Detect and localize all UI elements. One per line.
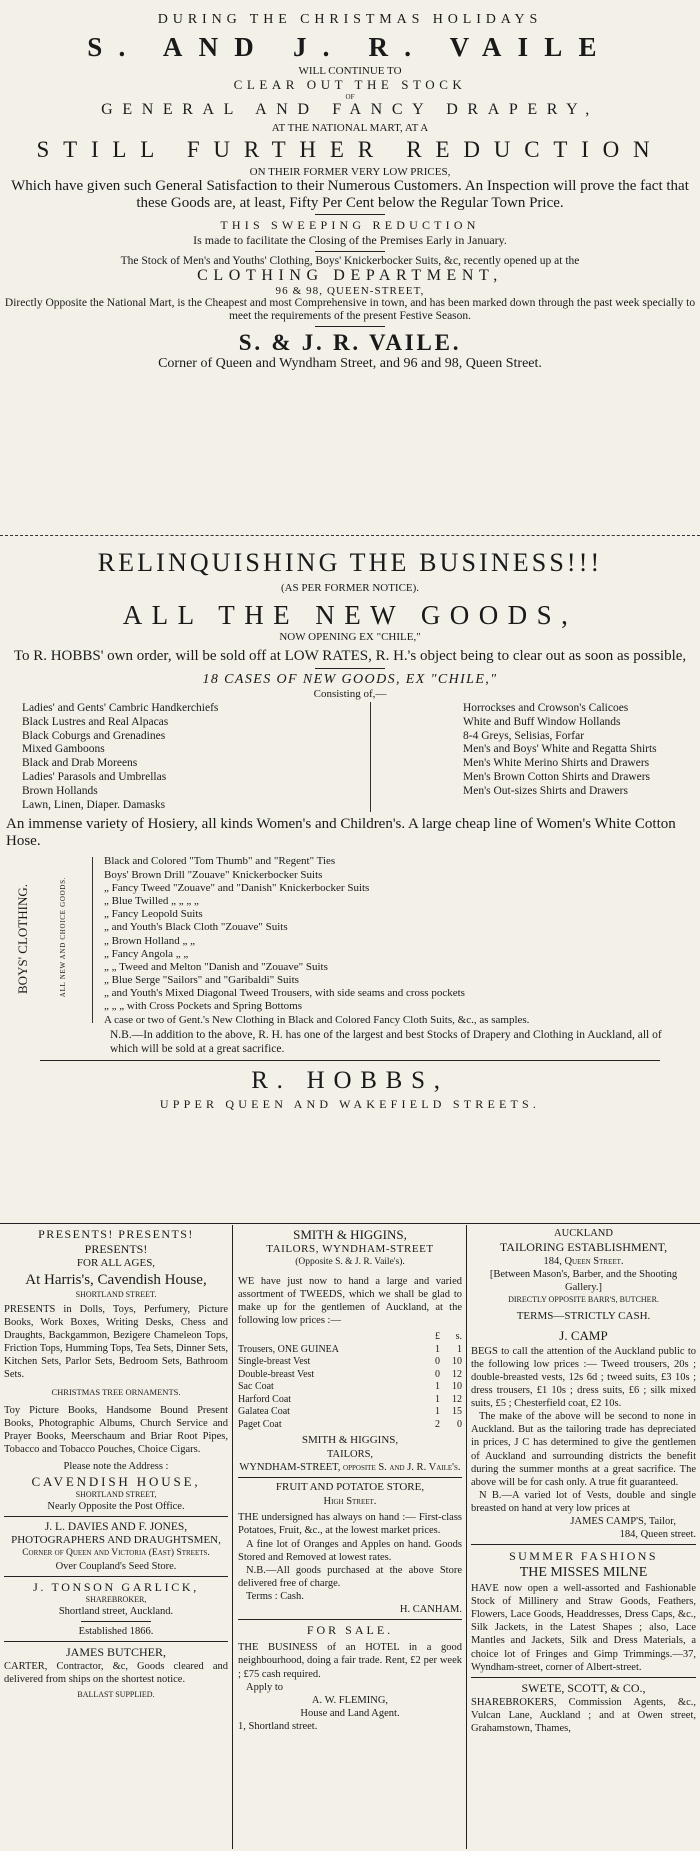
goods-list-item: Black Lustres and Real Alpacas <box>22 715 169 728</box>
fruit-store-heading: FRUIT AND POTATOE STORE, <box>275 1481 425 1494</box>
wyndham-address: WYNDHAM-STREET, opposite S. and J. R. Vaile's. <box>239 1462 461 1474</box>
vaile-line-3: WILL CONTINUE TO <box>298 65 402 77</box>
section-divider <box>0 1223 700 1224</box>
column-2 <box>238 1227 462 1847</box>
hobbs-notice: (AS PER FORMER NOTICE). <box>280 582 420 594</box>
photographers-address: Corner of Queen and Victoria (East) Streets. <box>22 1548 210 1558</box>
clothing-list-item: „ Blue Twilled „ „ „ „ <box>104 894 199 907</box>
vaile-line-9: ON THEIR FORMER VERY LOW PRICES, <box>249 166 451 178</box>
opposite-barr: DIRECTLY OPPOSITE BARR'S, BUTCHER. <box>508 1294 659 1304</box>
divider <box>238 1477 462 1478</box>
price-pounds: 1 <box>435 1381 440 1393</box>
oranges-body: A fine lot of Oranges and Apples on hand. Goods Stored and Removed at lowest rates. <box>238 1538 462 1563</box>
goods-list-item: Men's White Merino Shirts and Drawers <box>463 757 650 770</box>
goods-list-item: Men's and Boys' White and Regatta Shirts <box>463 743 657 756</box>
vaile-line-4: CLEAR OUT THE STOCK <box>233 77 467 92</box>
goods-left-column <box>0 702 371 812</box>
divider <box>471 1677 696 1678</box>
price-shillings: 0 <box>457 1418 462 1430</box>
queen-street-184: 184, Queen Street. <box>543 1256 624 1268</box>
price-row <box>238 1344 462 1357</box>
camp-body-2: The make of the above will be second to none in Auckland. But as the tailoring trade has depreciated in prices, J C has determined to give the gentlemen of Auckland and surrounding districts the benefit during the summer months at a great sacrifice. The above will be for cash only. A true fit guaranteed. <box>471 1411 696 1488</box>
price-pounds: 2 <box>435 1418 440 1430</box>
section-divider <box>0 535 700 536</box>
divider <box>40 1060 660 1061</box>
price-table <box>238 1331 462 1431</box>
price-shillings: 10 <box>452 1356 462 1368</box>
apply-to: Apply to <box>246 1681 284 1693</box>
vaile-line-7: AT THE NATIONAL MART, AT A <box>271 122 429 134</box>
goods-list-item: Black Coburgs and Grenadines <box>22 729 166 742</box>
misses-milne: THE MISSES MILNE <box>519 1565 648 1581</box>
presents-body: PRESENTS in Dolls, Toys, Perfumery, Picture Books, Work Boxes, Writing Desks, Chess and Draughts, Backgammon, Bezigere Chameleon Tops, Friction Tops, Humming Tops, Tea Sets, Dinner Sets, Kitchen Sets, Parlor Sets, Bedroom Sets, Bathroom Sets. <box>4 1303 228 1381</box>
terms-cash: TERMS—STRICTLY CASH. <box>516 1309 651 1322</box>
clothing-list-item: „ „ Tweed and Melton "Danish and "Zouave" Suits <box>104 960 328 973</box>
vaile-line-14: CLOTHING DEPARTMENT, <box>197 267 503 284</box>
divider <box>471 1544 696 1545</box>
fleming-name: A. W. FLEMING, <box>311 1694 389 1706</box>
cavendish-street: SHORTLAND STREET, <box>75 1489 157 1499</box>
presents-heading: PRESENTS! PRESENTS! <box>38 1227 194 1241</box>
tailoring-heading: TAILORING ESTABLISHMENT, <box>499 1240 668 1255</box>
price-pounds: 1 <box>435 1406 440 1418</box>
column-3 <box>471 1227 696 1847</box>
hobbs-nb: N.B.—In addition to the above, R. H. has one of the largest and best Stocks of Drapery and Clothing in Auckland, all of which will be sold at a great sacrifice. <box>110 1029 662 1056</box>
goods-list-item: Men's Brown Cotton Shirts and Drawers <box>463 770 651 783</box>
price-pounds: 1 <box>435 1393 440 1405</box>
price-pounds: 1 <box>435 1343 440 1355</box>
price-shillings: 12 <box>452 1368 462 1380</box>
vaile-line-6: GENERAL AND FANCY DRAPERY, <box>101 101 599 118</box>
swete-body: SHAREBROKERS, Commission Agents, &c., Vulcan Lane, Auckland ; and at Owen street, Grahamstown, Thames, <box>471 1696 696 1734</box>
boys-clothing-side-label: BOYS' CLOTHING. <box>15 884 30 995</box>
goods-right-column <box>371 702 657 812</box>
auckland-label: AUCKLAND <box>554 1228 613 1239</box>
smith-higgins-heading: SMITH & HIGGINS, <box>293 1227 407 1242</box>
vaile-advert <box>0 12 700 372</box>
clothing-list-item: A case or two of Gent.'s New Clothing in Black and Colored Fancy Cloth Suits, &c., as samples. <box>104 1013 530 1026</box>
ballast: BALLAST SUPPLIED. <box>77 1689 155 1699</box>
divider <box>315 251 385 252</box>
price-shillings: 12 <box>452 1393 462 1405</box>
fleming-title: House and Land Agent. <box>300 1707 400 1719</box>
address-note: Please note the Address : <box>63 1461 169 1473</box>
vaile-line-16: Directly Opposite the National Mart, is the Cheapest and most Comprehensive in town, and has been marked down through the past week specially to meet the requirements of the present Festive Season. <box>4 297 696 323</box>
price-header <box>238 1331 462 1344</box>
price-row <box>238 1369 462 1382</box>
vaile-line-5: OF <box>345 93 355 101</box>
vaile-line-10: Which have given such General Satisfaction to their Numerous Customers. An Inspection will prove the fact that these Goods are, at least, Fifty Per Cent below the Regular Town Price. <box>11 178 689 211</box>
vaile-line-13: The Stock of Men's and Youths' Clothing, Boys' Knickerbocker Suits, &c, recently opened up at the <box>120 255 580 267</box>
vaile-line-12: Is made to facilitate the Closing of the Premises Early in January. <box>193 233 507 247</box>
divider <box>315 214 385 215</box>
price-shillings: 1 <box>457 1343 462 1355</box>
hobbs-opening: NOW OPENING EX "CHILE," <box>279 631 421 643</box>
post-office-note: Nearly Opposite the Post Office. <box>47 1500 185 1512</box>
divider <box>4 1641 228 1642</box>
vaile-line-1: DURING THE CHRISTMAS HOLIDAYS <box>157 12 543 27</box>
vaile-address: Corner of Queen and Wyndham Street, and 96 and 98, Queen Street. <box>158 356 542 372</box>
hobbs-consisting: Consisting of,— <box>313 688 387 700</box>
clothing-list-item: „ and Youth's Mixed Diagonal Tweed Trousers, with side seams and cross pockets <box>104 987 465 1000</box>
price-item: Galatea Coat <box>238 1406 290 1418</box>
hobbs-hosiery: An immense variety of Hosiery, all kinds Women's and Children's. A large cheap line of Women's White Cotton Hose. <box>6 816 676 849</box>
photographers: PHOTOGRAPHERS AND DRAUGHTSMEN, <box>11 1534 221 1547</box>
canham-sign: H. CANHAM. <box>399 1604 462 1616</box>
camp-address: 184, Queen street. <box>619 1529 696 1541</box>
butcher-body: CARTER, Contractor, &c, Goods cleared and delivered from ships on the shortest notice. <box>4 1661 228 1686</box>
price-row <box>238 1394 462 1407</box>
fleming-address: 1, Shortland street. <box>238 1721 318 1732</box>
goods-list-item: Lawn, Linen, Diaper. Damasks <box>22 798 166 811</box>
seed-store: Over Coupland's Seed Store. <box>55 1560 177 1572</box>
divider <box>81 1621 151 1622</box>
column-1 <box>4 1227 228 1847</box>
camp-body: BEGS to call the attention of the Auckland public to the following low prices :— Tweed trousers, 20s ; double-breasted vests, 12s 6d ; tweed suits, £3 10s ; dress trousers, £1 10s ; dress suits, £6 ; silk mixed suits, £5 ; Chesterfield coat, £2 10s. <box>471 1345 696 1409</box>
price-pounds: 0 <box>435 1368 440 1380</box>
established: Established 1866. <box>78 1626 154 1638</box>
clothing-list-item: „ Brown Holland „ „ <box>104 934 196 947</box>
goods-list-item: Men's Out-sizes Shirts and Drawers <box>463 784 628 797</box>
column-rule-2 <box>466 1225 467 1849</box>
goods-list-item: Ladies' and Gents' Cambric Handkerchiefs <box>22 702 219 714</box>
summer-fashions: SUMMER FASHIONS <box>509 1549 658 1564</box>
price-shillings: 10 <box>452 1381 462 1393</box>
hobbs-goods-list <box>0 702 700 812</box>
hobbs-advert <box>0 548 700 1112</box>
davies-jones: J. L. DAVIES AND F. JONES, <box>44 1520 188 1533</box>
clothing-list-item: „ Blue Serge "Sailors" and "Garibaldi" Suits <box>104 974 299 987</box>
sharebroker: SHAREBROKER, <box>85 1595 147 1604</box>
divider <box>315 326 385 327</box>
hobbs-address: UPPER QUEEN AND WAKEFIELD STREETS. <box>159 1096 541 1111</box>
price-shillings: 15 <box>452 1406 462 1418</box>
price-row <box>238 1356 462 1369</box>
between-mason: [Between Mason's, Barber, and the Shooting Gallery.] <box>489 1269 678 1294</box>
goods-list-item: Mixed Gamboons <box>22 743 105 756</box>
swete-scott: SWETE, SCOTT, & CO., <box>521 1680 646 1695</box>
price-item: Double-breast Vest <box>238 1368 315 1380</box>
butcher-name: JAMES BUTCHER, <box>65 1645 166 1660</box>
goods-list-item: Horrockses and Crowson's Calicoes <box>463 702 629 714</box>
goods-list-item: Brown Hollands <box>22 784 98 797</box>
price-item: Trousers, ONE GUINEA <box>238 1343 340 1355</box>
for-sale-heading: FOR SALE. <box>306 1623 394 1638</box>
choice-goods-side-label: ALL NEW AND CHOICE GOODS. <box>59 877 67 998</box>
pounds-header: £ <box>435 1331 440 1343</box>
goods-list-item: Black and Drab Moreens <box>22 757 138 770</box>
clothing-list-item: Black and Colored "Tom Thumb" and "Regent" Ties <box>104 855 336 868</box>
shillings-header: s. <box>455 1331 462 1343</box>
garlick-address: Shortland street, Auckland. <box>58 1606 174 1617</box>
camp-nb: N B.—A varied lot of Vests, double and single breasted on hand at very low prices at <box>471 1489 696 1514</box>
divider <box>4 1516 228 1517</box>
clothing-list-item: „ Fancy Leopold Suits <box>104 908 203 921</box>
clothing-list <box>104 855 694 1026</box>
fruit-terms: Terms : Cash. <box>246 1591 304 1602</box>
camp-sign: JAMES CAMP'S, Tailor, <box>570 1516 676 1528</box>
vaile-line-11: THIS SWEEPING REDUCTION <box>220 218 480 232</box>
clothing-list-item: „ Fancy Angola „ „ <box>104 947 189 960</box>
books-body: Toy Picture Books, Handsome Bound Present Books, Photographic Albums, Church Service and Prayer Books, Meerschaum and Briar Root Pipes, Tobacco and Tobacco Pouches, Choice Cigars. <box>4 1404 228 1456</box>
high-street: High Street. <box>323 1496 377 1508</box>
garlick-name: J. TONSON GARLICK, <box>33 1580 199 1594</box>
harris-street: SHORTLAND STREET. <box>75 1289 157 1299</box>
boys-clothing-section <box>0 853 700 1029</box>
price-pounds: 0 <box>435 1356 440 1368</box>
presents-subheading: PRESENTS! <box>84 1242 148 1256</box>
vaile-name-heading: S. AND J. R. VAILE <box>87 32 613 62</box>
milne-body: HAVE now open a well-assorted and Fashionable Stock of Millinery and Straw Goods, Feathers, Flowers, Lace Goods, Headdresses, Dress Caps, &c., Silk Jackets, in the Latest Shapes ; also, Lace Mantles and Jackets, Silk and Dress Materials, a choice lot of Fringes and Gimp Trimmings.—37, Wyndham-street, corner of Albert-street. <box>471 1582 696 1673</box>
harris-shop: At Harris's, Cavendish House, <box>25 1271 207 1288</box>
clothing-bracket <box>92 857 99 1023</box>
hobbs-heading: RELINQUISHING THE BUSINESS!!! <box>97 548 603 577</box>
hotel-body: THE BUSINESS of an HOTEL in a good neighbourhood, doing a fair trade. Rent, £2 per week ; £75 cash required. <box>238 1642 462 1680</box>
goods-list-item: 8-4 Greys, Selisias, Forfar <box>463 729 585 742</box>
price-item: Harford Coat <box>238 1393 292 1405</box>
hobbs-intro: To R. HOBBS' own order, will be sold off at LOW RATES, R. H.'s object being to clear out as soon as possible, <box>13 648 687 664</box>
price-row <box>238 1381 462 1394</box>
divider <box>4 1576 228 1577</box>
vaile-signature: S. & J. R. VAILE. <box>238 330 462 356</box>
price-row <box>238 1419 462 1432</box>
vaile-reduction-heading: STILL FURTHER REDUCTION <box>36 137 664 162</box>
goods-list-item: Ladies' Parasols and Umbrellas <box>22 770 167 783</box>
price-item: Paget Coat <box>238 1418 282 1430</box>
j-camp: J. CAMP <box>559 1328 608 1344</box>
opposite-vaile: (Opposite S. & J. R. Vaile's). <box>295 1257 405 1267</box>
clothing-list-item: „ Fancy Tweed "Zouave" and "Danish" Knickerbocker Suits <box>104 881 370 894</box>
hobbs-cases: 18 CASES OF NEW GOODS, EX "CHILE," <box>202 672 498 687</box>
clothing-list-item: „ „ „ with Cross Pockets and Spring Bottoms <box>104 1000 302 1013</box>
smith-higgins-sign: SMITH & HIGGINS, <box>301 1434 399 1447</box>
hobbs-new-goods: ALL THE NEW GOODS, <box>122 600 578 630</box>
fruit-nb: N.B.—All goods purchased at the above Store delivered free of charge. <box>238 1564 462 1589</box>
price-item: Single-breast Vest <box>238 1356 311 1368</box>
goods-list-item: White and Buff Window Hollands <box>463 715 621 728</box>
divider <box>315 668 385 669</box>
presents-ages: FOR ALL AGES, <box>76 1257 156 1269</box>
fruit-body: THE undersigned has always on hand :— First-class Potatoes, Fruit, &c., at the lowest market prices. <box>238 1512 462 1537</box>
christmas-ornaments: CHRISTMAS TREE ORNAMENTS. <box>51 1387 181 1398</box>
price-item: Sac Coat <box>238 1381 274 1393</box>
divider <box>238 1619 462 1620</box>
clothing-list-item: „ and Youth's Black Cloth "Zouave" Suits <box>104 921 288 934</box>
price-row <box>238 1406 462 1419</box>
vaile-line-15: 96 & 98, QUEEN-STREET, <box>275 285 425 297</box>
tweeds-body: WE have just now to hand a large and varied assortment of TWEEDS, which we shall be glad to make up for the gentlemen of Auckland, at the following low prices :— <box>238 1275 462 1327</box>
tailors-street: TAILORS, WYNDHAM-STREET <box>266 1243 434 1256</box>
clothing-list-item: Boys' Brown Drill "Zouave" Knickerbocker Suits <box>104 868 323 881</box>
column-rule-1 <box>232 1225 233 1849</box>
tailors-label: TAILORS, <box>326 1449 374 1461</box>
cavendish-house: CAVENDISH HOUSE, <box>31 1473 201 1489</box>
hobbs-name: R. HOBBS, <box>251 1066 449 1094</box>
